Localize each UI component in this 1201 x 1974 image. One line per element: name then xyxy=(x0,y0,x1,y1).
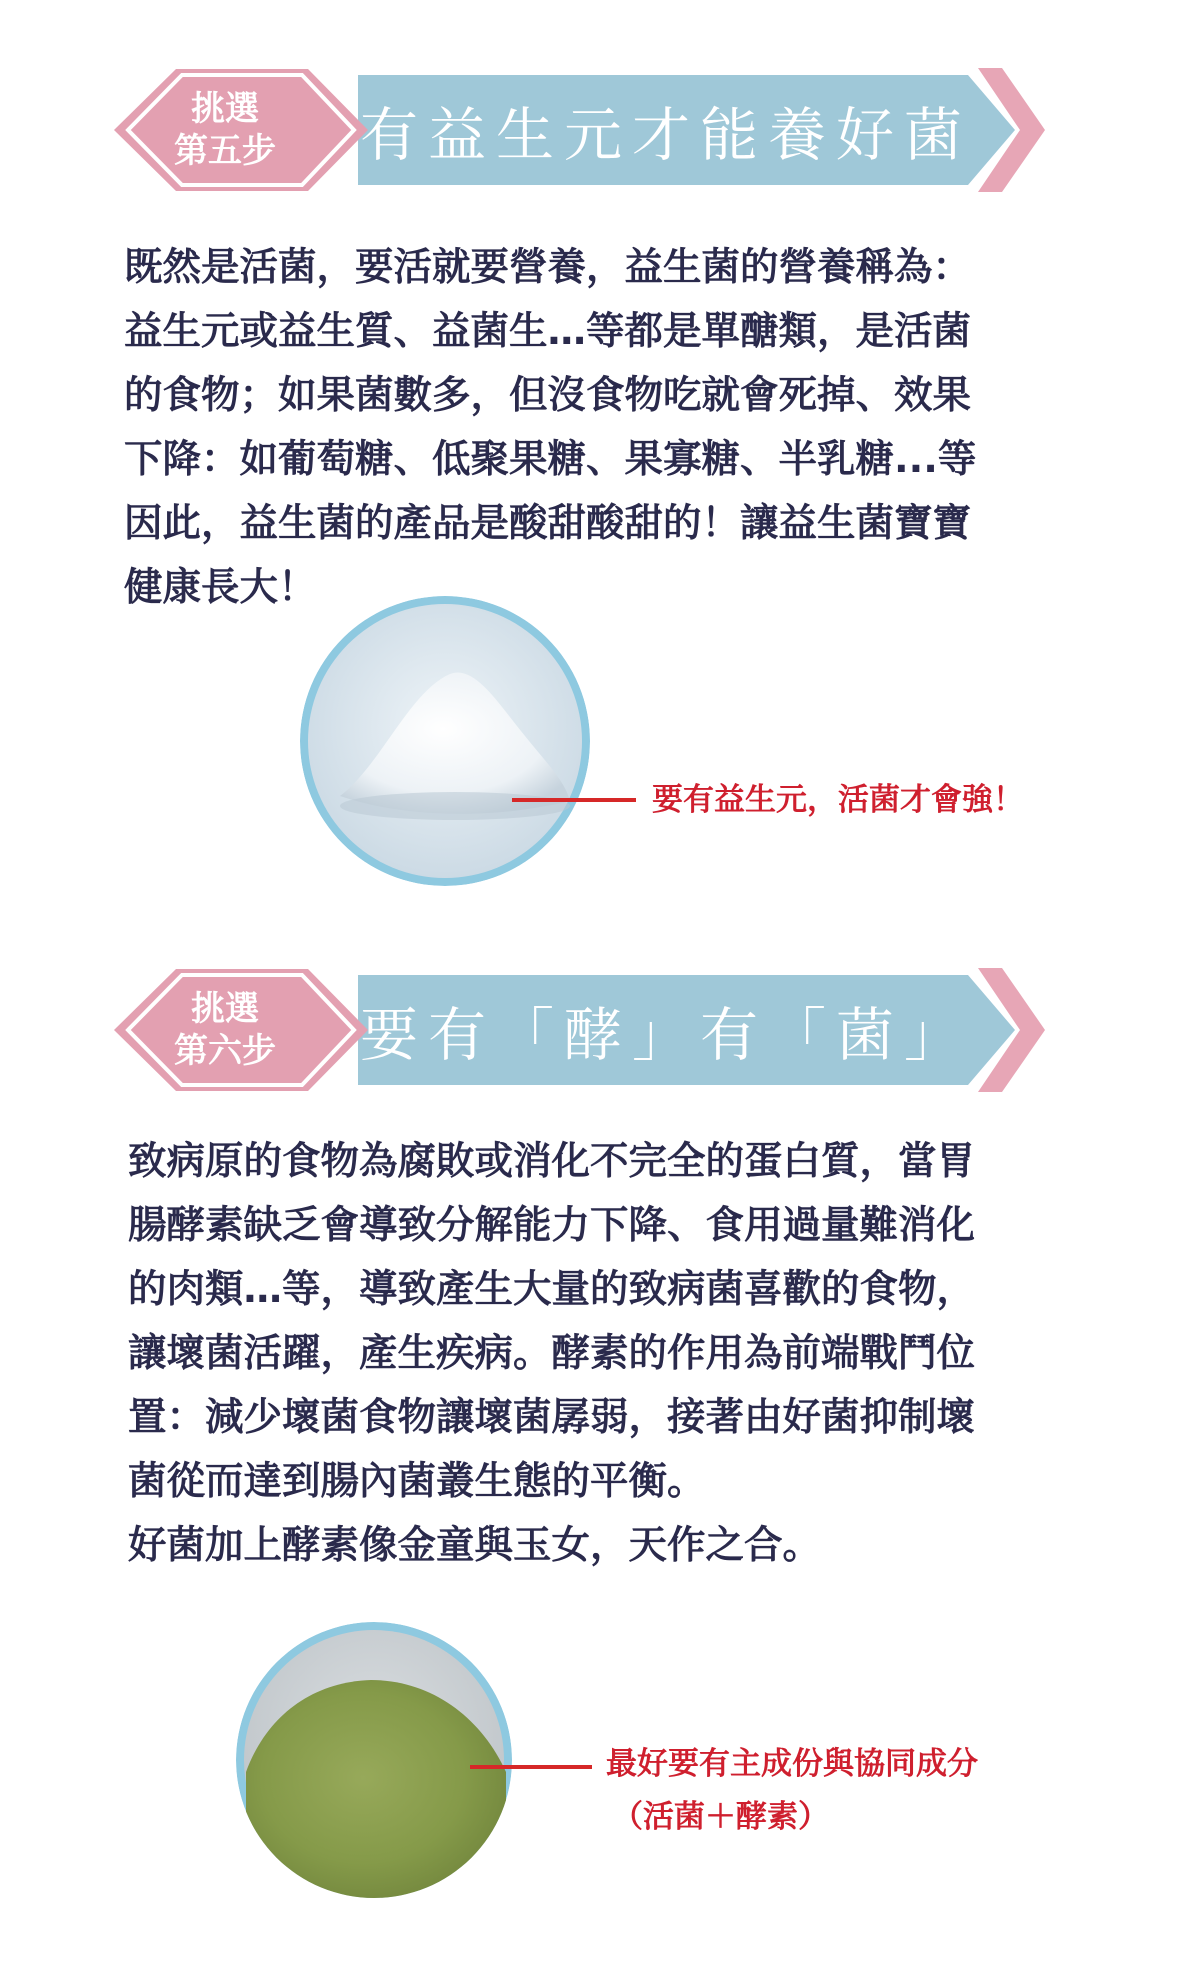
step6-line: 好菌加上酵素像金童與玉女，天作之合。 xyxy=(128,1523,822,1568)
step6-title: 要有「酵」有「菌」 xyxy=(360,1001,973,1069)
step6-banner xyxy=(110,965,1045,1095)
step6-callout-line1: 最好要有主成份與協同成分 xyxy=(606,1746,978,1782)
step5-badge xyxy=(160,83,290,177)
step6-line: 的肉類…等，導致產生大量的致病菌喜歡的食物， xyxy=(128,1267,976,1312)
step5-badge-line2: 第五步 xyxy=(174,131,276,171)
step6-line: 菌從而達到腸內菌叢生態的平衡。 xyxy=(128,1459,706,1504)
step5-line: 健康長大！ xyxy=(124,565,317,610)
step6-line: 讓壞菌活躍，產生疾病。酵素的作用為前端戰鬥位 xyxy=(128,1331,976,1376)
green-powder-photo xyxy=(236,1622,512,1898)
step6-callout-line2: （活菌＋酵素） xyxy=(612,1799,829,1835)
step6-paragraph xyxy=(128,1130,1088,1578)
step5-line: 益生元或益生質、益菌生…等都是單醣類，是活菌 xyxy=(124,309,972,354)
white-powder-photo xyxy=(300,596,590,886)
step5-callout-line xyxy=(512,798,636,802)
step6-section xyxy=(0,965,1201,1974)
step5-callout: 要有益生元，活菌才會強！ xyxy=(652,782,1024,818)
step6-callout-line xyxy=(470,1765,592,1769)
step5-paragraph xyxy=(124,236,1084,620)
step5-line: 因此，益生菌的產品是酸甜酸甜的！讓益生菌寶寶 xyxy=(124,501,972,546)
step5-line: 下降：如葡萄糖、低聚果糖、果寡糖、半乳糖...等 xyxy=(124,437,977,482)
step5-line: 的食物；如果菌數多，但沒食物吃就會死掉、效果 xyxy=(124,373,972,418)
step5-title: 有益生元才能養好菌 xyxy=(360,101,973,169)
step6-line: 置：減少壞菌食物讓壞菌孱弱，接著由好菌抑制壞 xyxy=(128,1395,976,1440)
step6-badge-line2: 第六步 xyxy=(174,1031,276,1071)
step6-badge xyxy=(160,983,290,1077)
step5-badge-line1: 挑選 xyxy=(191,89,259,129)
step5-section xyxy=(0,0,1201,900)
step5-line: 既然是活菌，要活就要營養，益生菌的營養稱為： xyxy=(124,245,972,290)
step5-banner xyxy=(110,65,1045,195)
step6-badge-line1: 挑選 xyxy=(191,989,259,1029)
step6-line: 致病原的食物為腐敗或消化不完全的蛋白質，當胃 xyxy=(128,1139,976,1184)
step6-line: 腸酵素缺乏會導致分解能力下降、食用過量難消化 xyxy=(128,1203,976,1248)
